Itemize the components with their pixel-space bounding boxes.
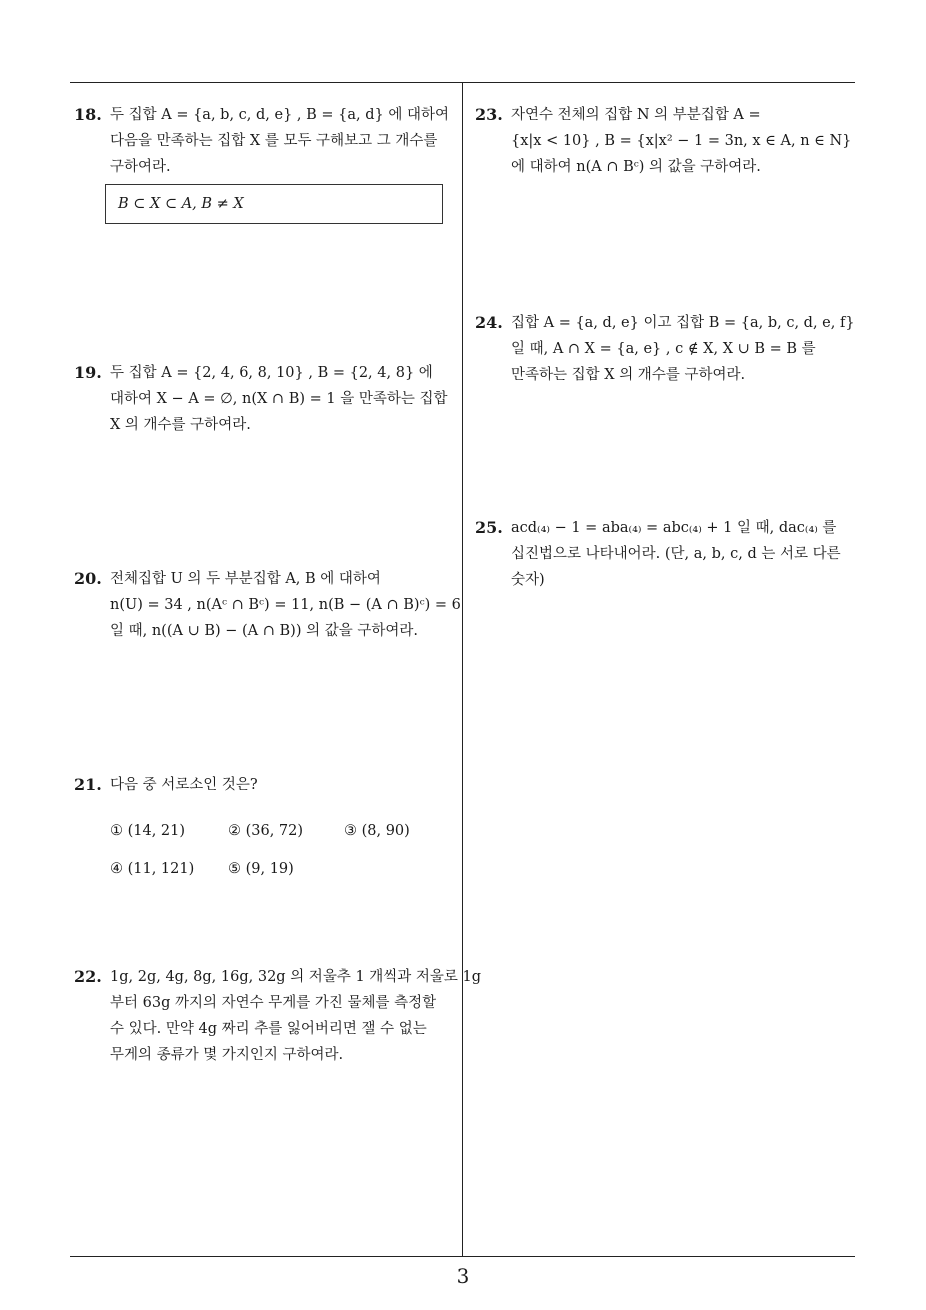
problem-24 [475, 310, 855, 388]
problem-text-line: 만족하는 집합 X 의 개수를 구하여라. [511, 367, 746, 383]
choice-5: ⑤ (9, 19) [228, 861, 294, 877]
problem-number: 19. [74, 363, 102, 382]
problem-text-line: 전체집합 U 의 두 부분집합 A, B 에 대하여 [110, 571, 381, 587]
problem-text-line: X 의 개수를 구하여라. [110, 417, 251, 433]
problem-text-line: 대하여 X − A = ∅, n(X ∩ B) = 1 을 만족하는 집합 [110, 391, 448, 407]
problem-22 [74, 964, 482, 1068]
condition-box: B ⊂ X ⊂ A, B ≠ X [105, 184, 443, 224]
problem-text-line: 자연수 전체의 집합 N 의 부분집합 A = [511, 107, 761, 123]
bottom-rule [70, 1256, 855, 1257]
problem-text-line: 다음 중 서로소인 것은? [110, 777, 258, 793]
problem-text-line: 십진법으로 나타내어라. (단, a, b, c, d 는 서로 다른 [511, 546, 841, 562]
problem-21 [74, 772, 459, 798]
problem-text-line: 두 집합 A = {a, b, c, d, e} , B = {a, d} 에 대하여 [110, 107, 450, 123]
problem-text-line: 두 집합 A = {2, 4, 6, 8, 10} , B = {2, 4, 8} 에 [110, 365, 433, 381]
problem-text-line: 집합 A = {a, d, e} 이고 집합 B = {a, b, c, d, e, f} [511, 315, 855, 331]
problem-text-line: acd₍₄₎ − 1 = aba₍₄₎ = abc₍₄₎ + 1 일 때, dac₍₄₎ 를 [511, 520, 837, 536]
problem-number: 20. [74, 569, 102, 588]
problem-number: 18. [74, 105, 102, 124]
choice-4: ④ (11, 121) [110, 861, 195, 877]
problem-text-line: 부터 63g 까지의 자연수 무게를 가진 물체를 측정할 [110, 995, 437, 1011]
problem-text-line: n(U) = 34 , n(Aᶜ ∩ Bᶜ) = 11, n(B − (A ∩ B)ᶜ) = 6 [110, 597, 461, 613]
problem-number: 21. [74, 775, 102, 794]
problem-text-line: 무게의 종류가 몇 가지인지 구하여라. [110, 1047, 344, 1063]
problem-19 [74, 360, 459, 438]
problem-text-line: 다음을 만족하는 집합 X 를 모두 구해보고 그 개수를 [110, 133, 438, 149]
problem-18 [74, 102, 459, 180]
problem-number: 25. [475, 518, 503, 537]
choice-2: ② (36, 72) [228, 823, 304, 839]
problem-text-line: 일 때, A ∩ X = {a, e} , c ∉ X, X ∪ B = B 를 [511, 341, 816, 357]
problem-text-line: 숫자) [511, 572, 545, 588]
problem-23 [475, 102, 855, 180]
problem-text-line: 1g, 2g, 4g, 8g, 16g, 32g 의 저울추 1 개씩과 저울로 1g [110, 969, 482, 985]
choice-3: ③ (8, 90) [344, 823, 410, 839]
problem-text-line: {x|x < 10} , B = {x|x² − 1 = 3n, x ∈ A, n ∈ N} [511, 133, 852, 149]
problem-text-line: 구하여라. [110, 159, 171, 175]
choice-1: ① (14, 21) [110, 823, 186, 839]
problem-number: 24. [475, 313, 503, 332]
column-divider [462, 82, 463, 1256]
problem-text-line: 수 있다. 만약 4g 짜리 추를 잃어버리면 잴 수 없는 [110, 1021, 427, 1037]
problem-text-line: 에 대하여 n(A ∩ Bᶜ) 의 값을 구하여라. [511, 159, 761, 175]
page-number: 3 [456, 1264, 470, 1288]
problem-20 [74, 566, 459, 644]
problem-25 [475, 515, 855, 593]
problem-text-line: 일 때, n((A ∪ B) − (A ∩ B)) 의 값을 구하여라. [110, 623, 418, 639]
problem-number: 22. [74, 967, 102, 986]
problem-number: 23. [475, 105, 503, 124]
